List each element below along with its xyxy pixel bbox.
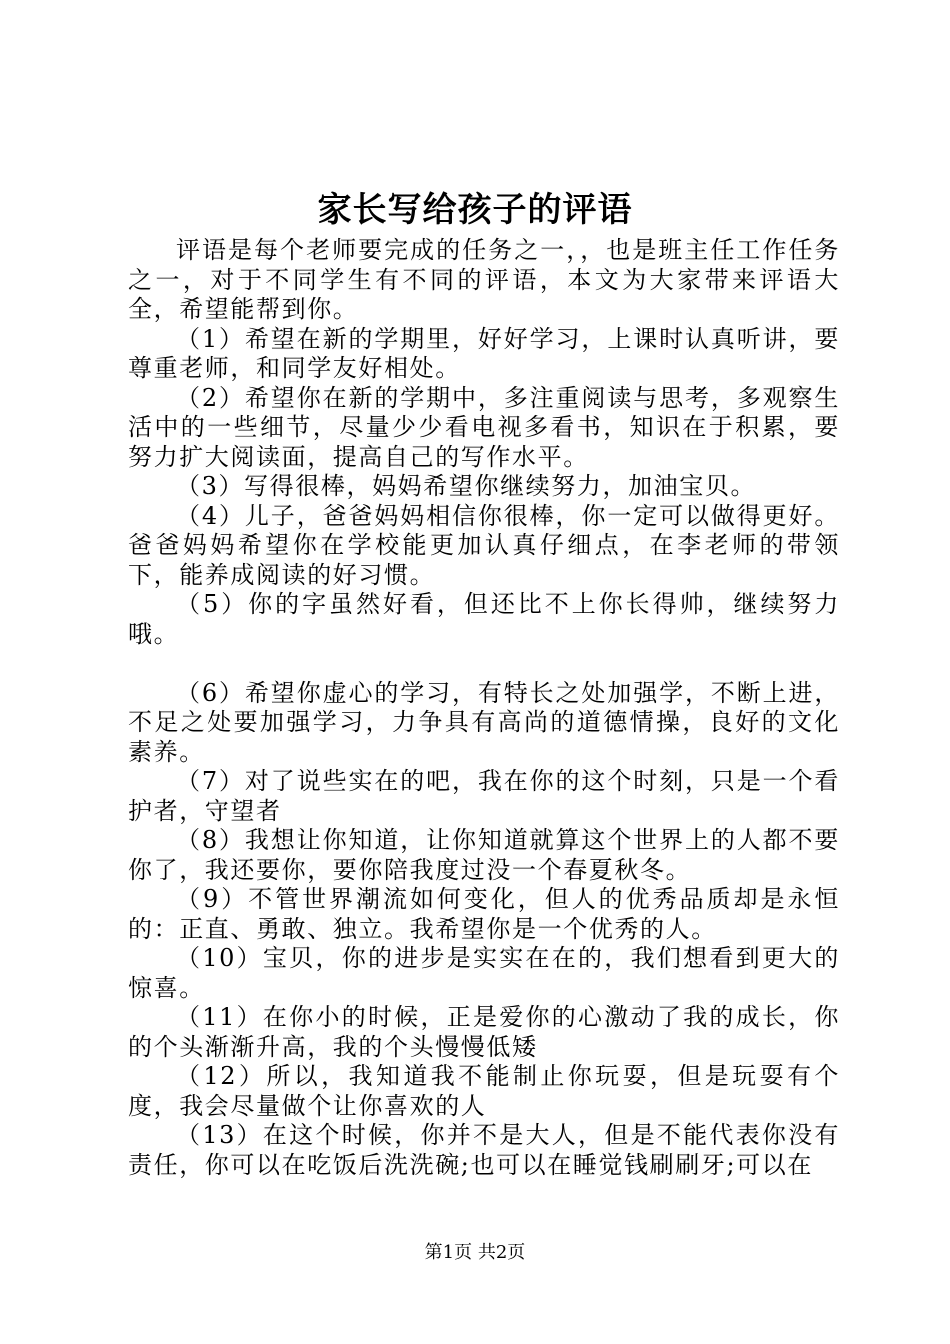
comment-paragraph-2: （2）希望你在新的学期中，多注重阅读与思考，多观察生活中的一些细节，尽量少少看电视多看书，知识在于积累，要努力扩大阅读面，提高自己的写作水平。	[128, 383, 840, 471]
comment-paragraph-7: （7）对了说些实在的吧，我在你的这个时刻，只是一个看护者，守望者	[128, 767, 840, 825]
document-body	[128, 236, 840, 1180]
blank-line	[128, 649, 840, 679]
comment-paragraph-11: （11）在你小的时候，正是爱你的心激动了我的成长，你的个头渐渐升高，我的个头慢慢低矮	[128, 1003, 840, 1061]
document-title: 家长写给孩子的评语	[317, 190, 633, 230]
page-footer: 第1页 共2页	[424, 1242, 526, 1263]
comment-paragraph-12: （12）所以，我知道我不能制止你玩耍，但是玩耍有个度，我会尽量做个让你喜欢的人	[128, 1062, 840, 1120]
intro-paragraph: 评语是每个老师要完成的任务之一，，也是班主任工作任务之一，对于不同学生有不同的评语，本文为大家带来评语大全，希望能帮到你。	[128, 236, 840, 323]
comment-paragraph-5: （5）你的字虽然好看，但还比不上你长得帅，继续努力哦。	[128, 590, 840, 648]
comment-paragraph-9: （9）不管世界潮流如何变化，但人的优秀品质却是永恒的：正直、勇敢、独立。我希望你是一个优秀的人。	[128, 885, 840, 943]
comment-paragraph-8: （8）我想让你知道，让你知道就算这个世界上的人都不要你了，我还要你，要你陪我度过没一个春夏秋冬。	[128, 826, 840, 884]
comment-paragraph-4: （4）儿子，爸爸妈妈相信你很棒，你一定可以做得更好。爸爸妈妈希望你在学校能更加认真仔细点，在李老师的带领下，能养成阅读的好习惯。	[128, 501, 840, 589]
comment-paragraph-1: （1）希望在新的学期里，好好学习，上课时认真听讲，要尊重老师，和同学友好相处。	[128, 324, 840, 382]
comment-paragraph-6: （6）希望你虚心的学习，有特长之处加强学，不断上进，不足之处要加强学习，力争具有高尚的道德情操，良好的文化素养。	[128, 678, 840, 766]
comment-paragraph-10: （10）宝贝，你的进步是实实在在的，我们想看到更大的惊喜。	[128, 944, 840, 1002]
comment-paragraph-13: （13）在这个时候，你并不是大人，但是不能代表你没有责任，你可以在吃饭后洗洗碗;也可以在睡觉钱刷刷牙;可以在	[128, 1121, 840, 1179]
comment-paragraph-3: （3）写得很棒，妈妈希望你继续努力，加油宝贝。	[176, 472, 757, 500]
